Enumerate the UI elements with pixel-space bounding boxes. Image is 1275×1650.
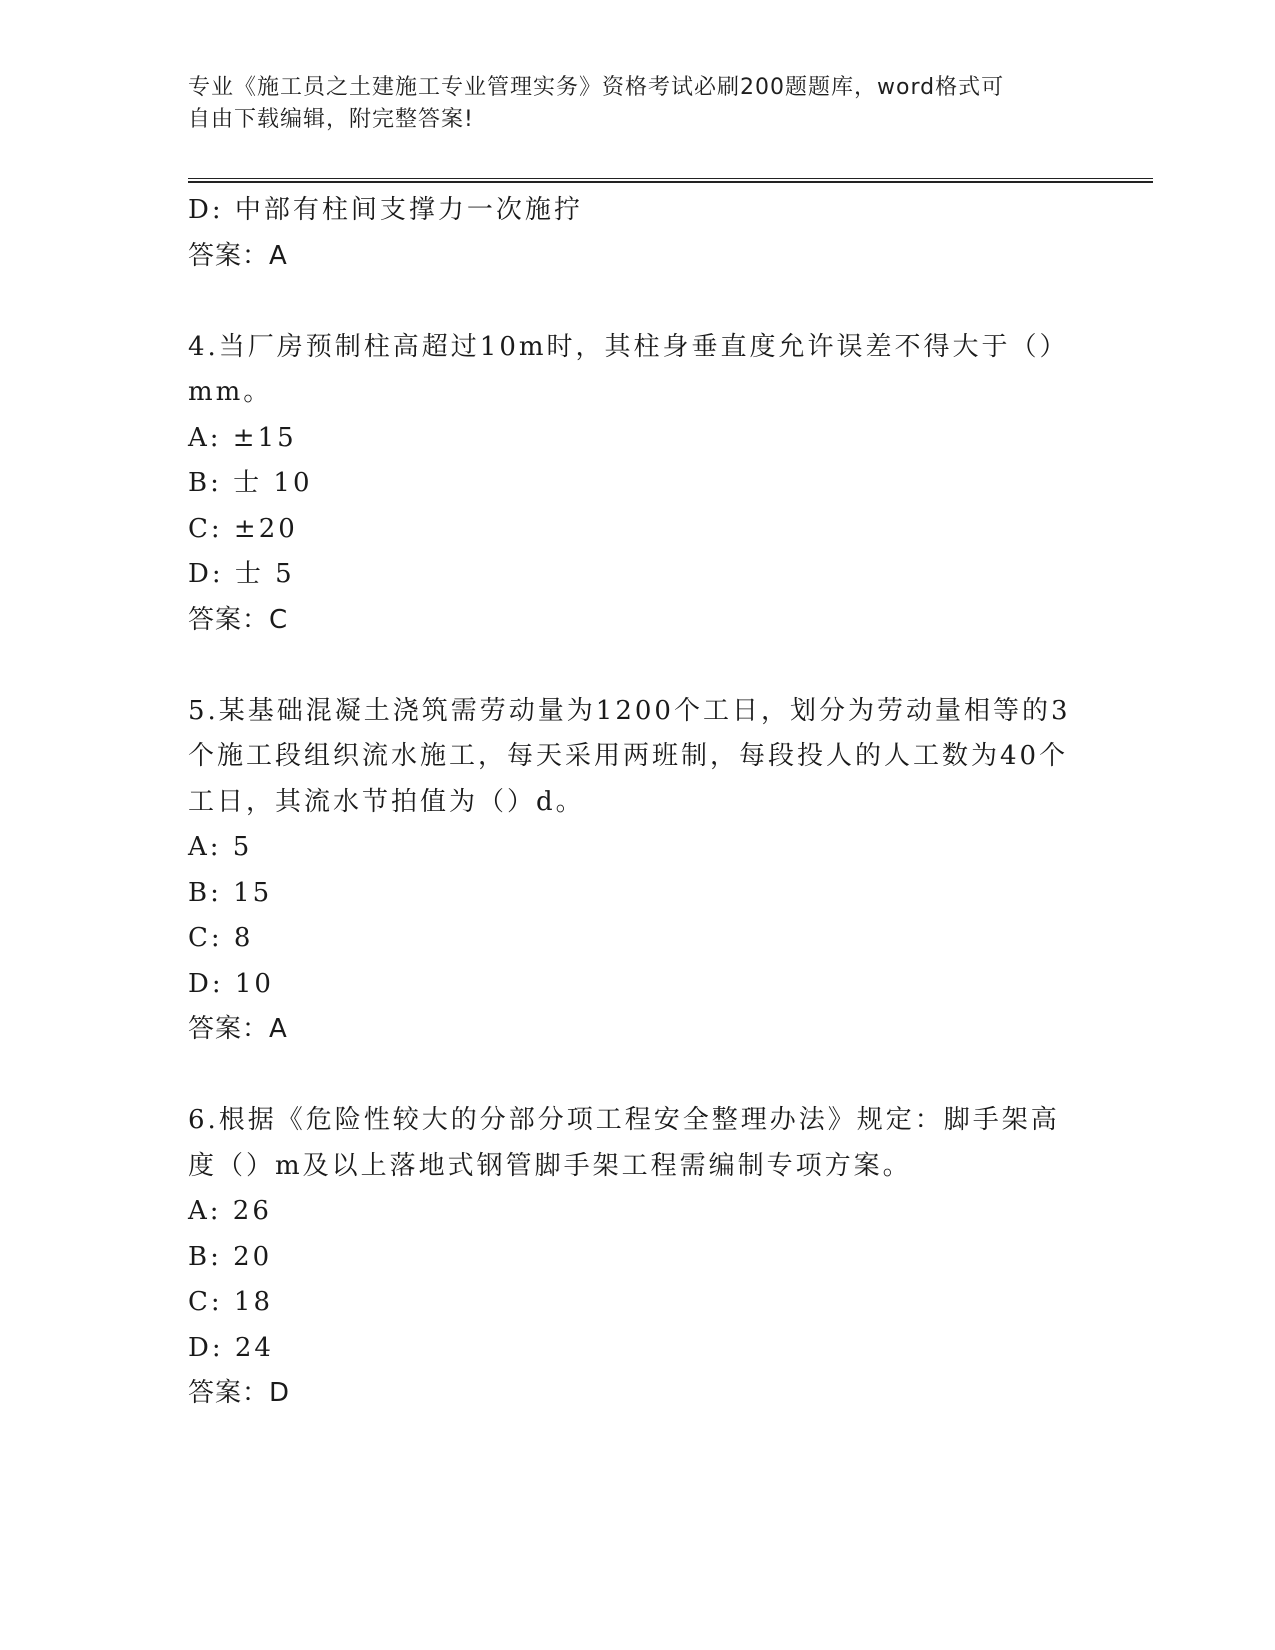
option-d: D: 10	[188, 968, 274, 999]
header-line-2: 自由下载编辑，附完整答案!	[188, 107, 474, 132]
option-d: D: 24	[188, 1332, 274, 1363]
header-divider	[188, 178, 1153, 183]
spacer	[188, 1053, 1088, 1099]
answer-line: 答案：C	[188, 604, 289, 635]
question-6	[188, 1098, 1088, 1417]
question-stem: mm。	[188, 377, 273, 407]
option-b: B: 15	[188, 877, 273, 908]
question-stem: 5.某基础混凝土浇筑需劳动量为1200个工日，划分为劳动量相等的3	[188, 695, 1071, 726]
option-d: D: 士 5	[188, 559, 295, 589]
question-stem: 6.根据《危险性较大的分部分项工程安全整理办法》规定：脚手架高	[188, 1105, 1060, 1135]
option-c: C: 18	[188, 1287, 274, 1317]
page-header	[188, 72, 1088, 136]
question-5	[188, 689, 1088, 1053]
question-stem: 度（）m及以上落地式钢管脚手架工程需编制专项方案。	[188, 1150, 912, 1181]
question-4	[188, 325, 1088, 644]
spacer	[188, 643, 1088, 689]
question-stem: 4.当厂房预制柱高超过10m时，其柱身垂直度允许误差不得大于（）	[188, 331, 1069, 362]
header-line-1: 专业《施工员之土建施工专业管理实务》资格考试必刷200题题库，word格式可	[188, 75, 1005, 100]
option-c: C: ±20	[188, 513, 298, 544]
spacer	[188, 279, 1088, 325]
option-b: B: 20	[188, 1241, 273, 1272]
option-c: C: 8	[188, 923, 254, 953]
answer-line: 答案：A	[188, 1014, 288, 1044]
answer-line: 答案：D	[188, 1378, 291, 1408]
previous-question-tail	[188, 188, 1088, 279]
option-b: B: 士 10	[188, 468, 313, 498]
question-stem: 个施工段组织流水施工，每天采用两班制，每段投人的人工数为40个	[188, 741, 1069, 771]
option-a: A: 26	[188, 1196, 272, 1226]
option-a: A: 5	[188, 832, 253, 862]
question-stem: 工日，其流水节拍值为（）d。	[188, 786, 585, 817]
option-a: A: ±15	[188, 422, 297, 453]
option-d: D: 中部有柱间支撑力一次施拧	[188, 195, 583, 225]
document-body	[188, 188, 1088, 1417]
answer-line: 答案：A	[188, 240, 288, 271]
